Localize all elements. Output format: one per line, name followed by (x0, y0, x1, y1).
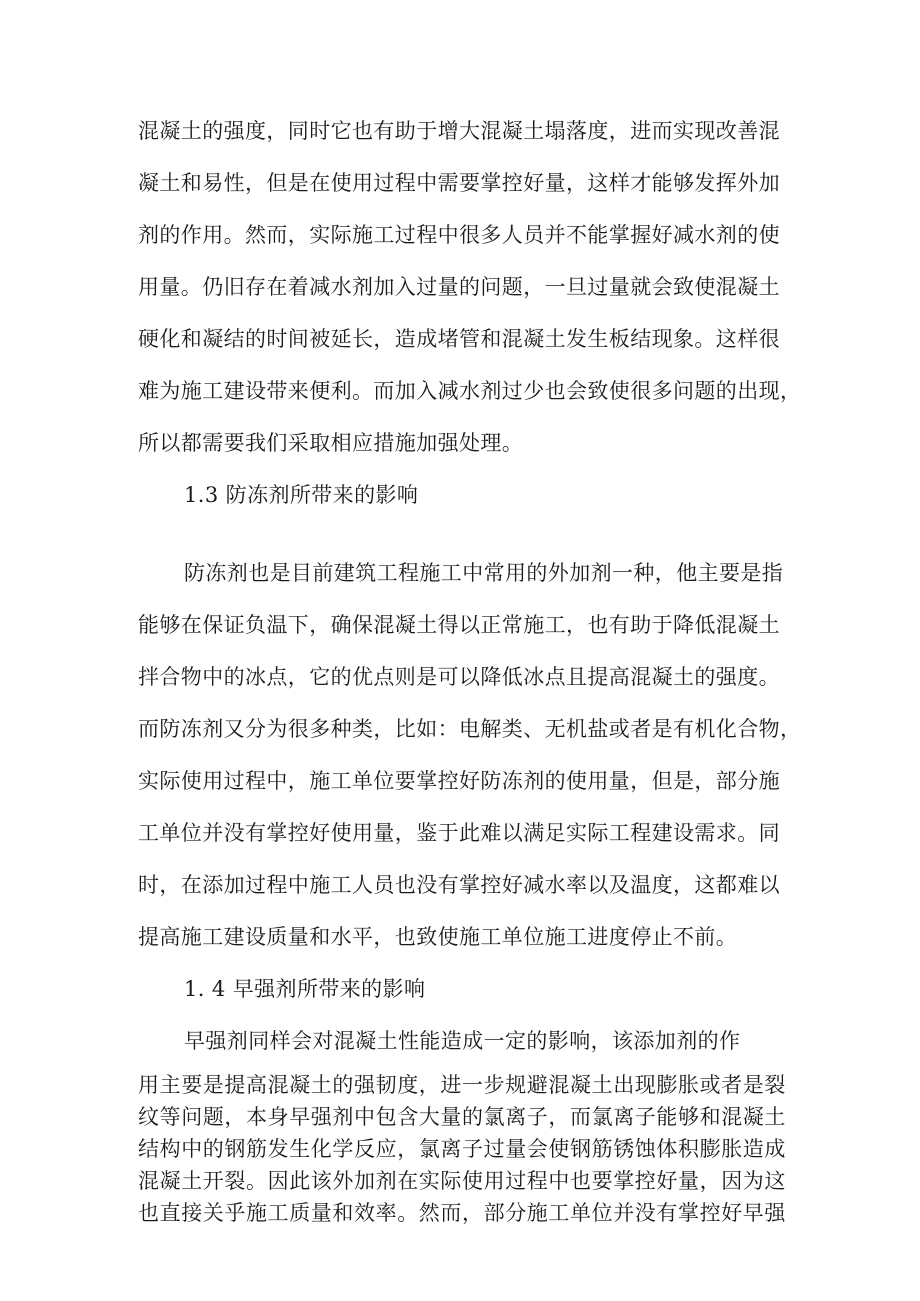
paragraph-line: 工单位并没有掌控好使用量，鉴于此难以满足实际工程建设需求。同 (138, 821, 780, 845)
paragraph-line: 提高施工建设质量和水平，也致使施工单位施工进度停止不前。 (138, 925, 738, 949)
paragraph-line: 实际使用过程中，施工单位要掌控好防冻剂的使用量，但是，部分施 (138, 769, 780, 793)
paragraph-line: 难为施工建设带来便利。而加入减水剂过少也会致使很多问题的出现， (138, 379, 802, 403)
paragraph-line: 防冻剂也是目前建筑工程施工中常用的外加剂一种，他主要是指 (184, 561, 784, 585)
paragraph-line: 早强剂同样会对混凝土性能造成一定的影响，该添加剂的作 (184, 1029, 741, 1053)
paragraph-line: 拌合物中的冰点，它的优点则是可以降低冰点且提高混凝土的强度。 (138, 665, 780, 689)
paragraph-line: 混凝土的强度，同时它也有助于增大混凝土塌落度，进而实现改善混 (138, 119, 780, 143)
paragraph-line: 剂的作用。然而，实际施工过程中很多人员并不能掌握好减水剂的使 (138, 223, 780, 247)
paragraph-line: 用量。仍旧存在着减水剂加入过量的问题，一旦过量就会致使混凝土 (138, 275, 780, 299)
paragraph-line: 而防冻剂又分为很多种类，比如：电解类、无机盐或者是有机化合物， (138, 717, 802, 741)
paragraph-line: 硬化和凝结的时间被延长，造成堵管和混凝土发生板结现象。这样很 (138, 327, 780, 351)
paragraph-line: 混凝土开裂。因此该外加剂在实际使用过程中也要掌控好量，因为这 (138, 1169, 786, 1193)
paragraph-line: 用主要是提高混凝土的强韧度，进一步规避混凝土出现膨胀或者是裂 (138, 1073, 786, 1097)
paragraph-line: 纹等问题，本身早强剂中包含大量的氯离子，而氯离子能够和混凝土 (138, 1105, 786, 1129)
paragraph-line: 所以都需要我们采取相应措施加强处理。 (138, 431, 524, 455)
section-heading-1-4: 1. 4 早强剂所带来的影响 (184, 977, 426, 1001)
paragraph-line: 也直接关乎施工质量和效率。然而，部分施工单位并没有掌控好早强 (138, 1201, 786, 1225)
paragraph-line: 时，在添加过程中施工人员也没有掌控好减水率以及温度，这都难以 (138, 873, 780, 897)
paragraph-line: 能够在保证负温下，确保混凝土得以正常施工，也有助于降低混凝土 (138, 613, 780, 637)
section-heading-1-3: 1.3 防冻剂所带来的影响 (184, 483, 419, 507)
paragraph-line: 结构中的钢筋发生化学反应，氯离子过量会使钢筋锈蚀体积膨胀造成 (138, 1137, 786, 1161)
paragraph-line: 凝土和易性，但是在使用过程中需要掌控好量，这样才能够发挥外加 (138, 171, 780, 195)
